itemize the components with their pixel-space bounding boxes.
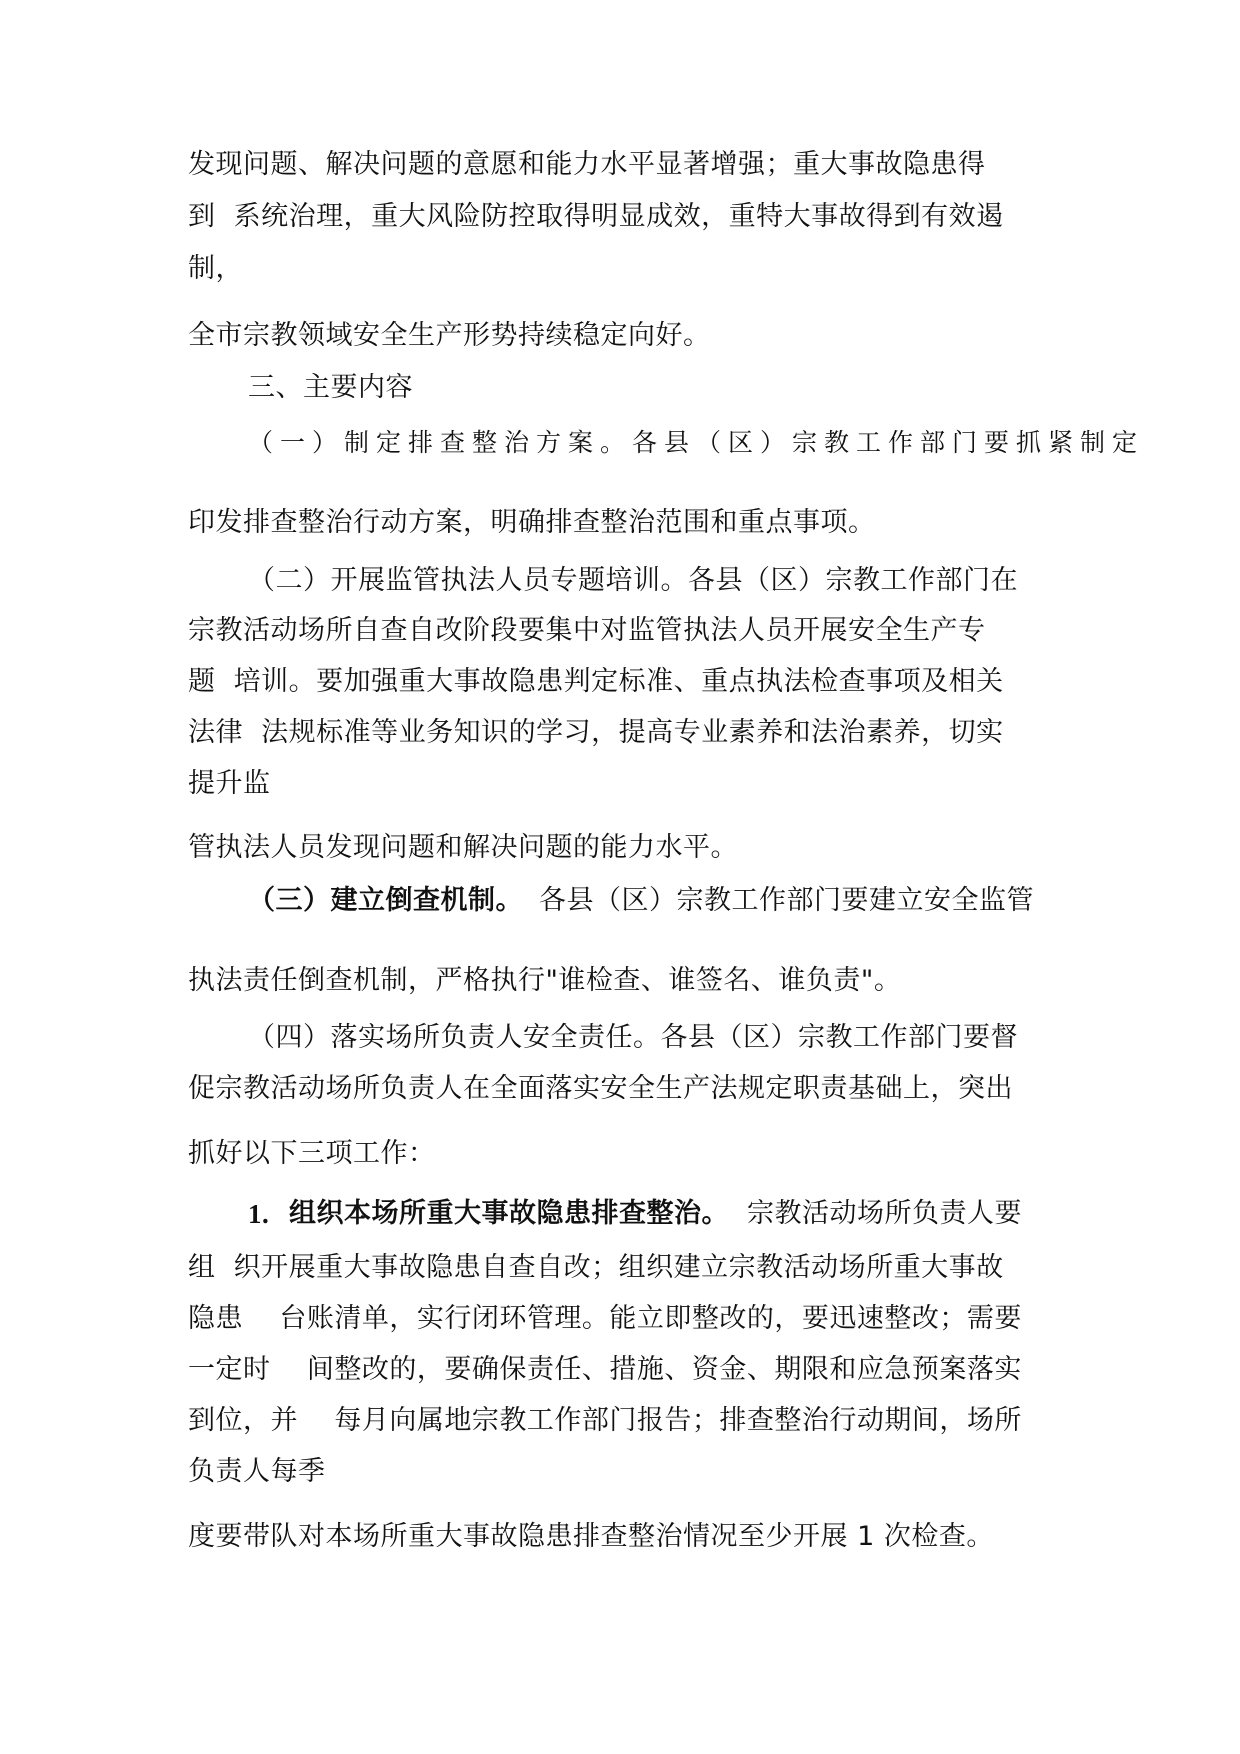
body-text-line: 到位，并 每月向属地宗教工作部门报告；排查整治行动期间，场所 xyxy=(188,1405,1022,1436)
body-text-line: 提升监 xyxy=(188,768,271,799)
subsection-heading-bold: （三）建立倒查机制。 xyxy=(248,885,523,916)
body-text-line: 隐患 台账清单，实行闭环管理。能立即整改的，要迅速整改；需要 xyxy=(188,1303,1022,1334)
body-text-line: 到 系统治理，重大风险防控取得明显成效，重特大事故得到有效遏 xyxy=(188,201,1004,232)
body-text-line: 抓好以下三项工作： xyxy=(188,1138,436,1169)
body-text-line: 制， xyxy=(188,253,243,284)
body-text-line: 各县（区）宗教工作部门要建立安全监管 xyxy=(539,885,1034,916)
item-number: 1. xyxy=(248,1199,270,1229)
body-text-line: 发现问题、解决问题的意愿和能力水平显著增强；重大事故隐患得 xyxy=(188,149,986,180)
body-text-line: 执法责任倒查机制，严格执行"谁检查、谁签名、谁负责"。 xyxy=(188,965,902,996)
body-text-line: 一定时 间整改的，要确保责任、措施、资金、期限和应急预案落实 xyxy=(188,1354,1022,1385)
body-text-line: 宗教活动场所负责人要 xyxy=(747,1198,1022,1229)
body-text-line: 题 培训。要加强重大事故隐患判定标准、重点执法检查事项及相关 xyxy=(188,666,1004,697)
section-heading: 三、主要内容 xyxy=(248,372,413,403)
body-text-line: 组 织开展重大事故隐患自查自改；组织建立宗教活动场所重大事故 xyxy=(188,1252,1004,1283)
body-text-line: 全市宗教领域安全生产形势持续稳定向好。 xyxy=(188,320,711,351)
body-text-line: 负责人每季 xyxy=(188,1456,326,1487)
body-text-line: 印发排查整治行动方案，明确排查整治范围和重点事项。 xyxy=(188,507,876,538)
subsection-heading-line: （二）开展监管执法人员专题培训。各县（区）宗教工作部门在 xyxy=(248,565,1018,596)
subsection-heading-line: （一）制定排查整治方案。各县（区）宗教工作部门要抓紧制定 xyxy=(248,428,1145,457)
subsection-heading-line: （四）落实场所负责人安全责任。各县（区）宗教工作部门要督 xyxy=(248,1022,1018,1053)
item-heading-bold: 组织本场所重大事故隐患排查整治。 xyxy=(289,1198,729,1229)
body-text-line: 促宗教活动场所负责人在全面落实安全生产法规定职责基础上，突出 xyxy=(188,1073,1013,1104)
body-text-line: 管执法人员发现问题和解决问题的能力水平。 xyxy=(188,832,738,863)
body-text-line: 宗教活动场所自查自改阶段要集中对监管执法人员开展安全生产专 xyxy=(188,615,986,646)
body-text-line: 度要带队对本场所重大事故隐患排查整治情况至少开展 1 次检查。 xyxy=(188,1521,994,1552)
body-text-line: 法律 法规标准等业务知识的学习，提高专业素养和法治素养，切实 xyxy=(188,717,1004,748)
